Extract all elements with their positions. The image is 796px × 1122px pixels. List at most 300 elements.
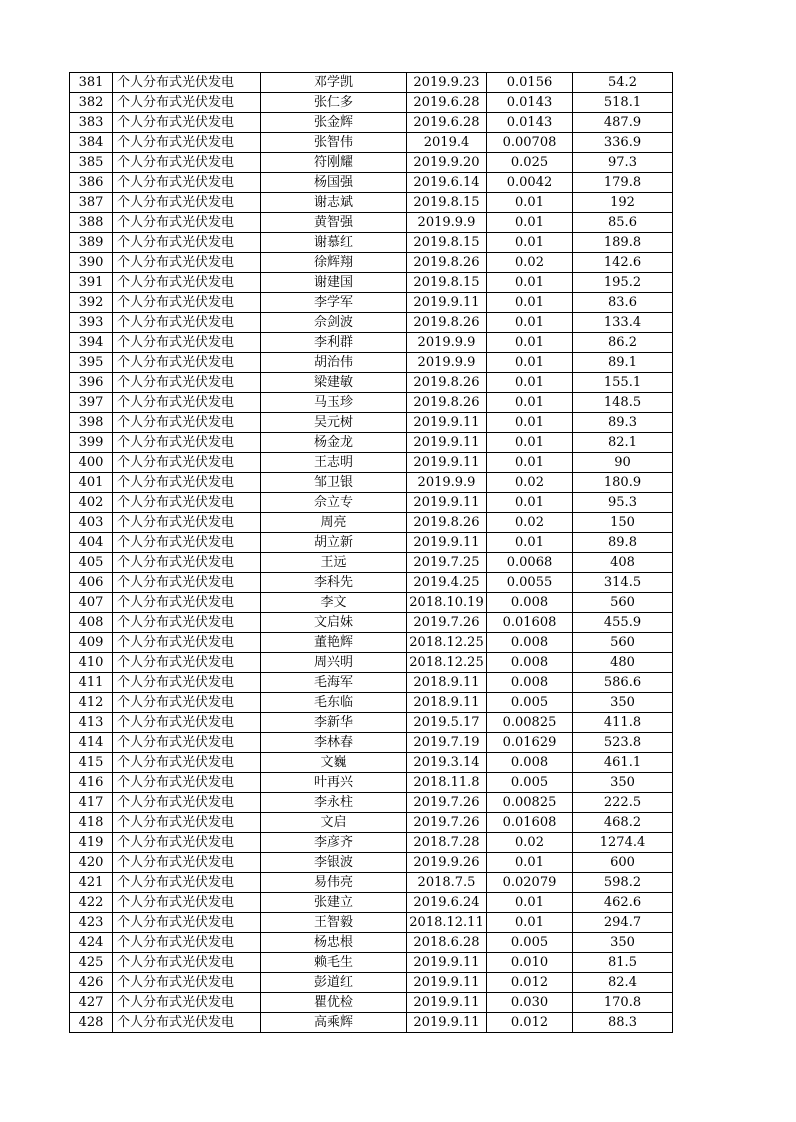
capacity-cell: 0.008 xyxy=(487,593,573,613)
owner-name-cell: 李永柱 xyxy=(261,793,407,813)
amount-cell: 294.7 xyxy=(573,913,673,933)
owner-name-cell: 王智毅 xyxy=(261,913,407,933)
row-number-cell: 413 xyxy=(70,713,113,733)
grid-date-cell: 2019.9.11 xyxy=(407,993,487,1013)
amount-cell: 518.1 xyxy=(573,93,673,113)
project-type-cell: 个人分布式光伏发电 xyxy=(113,1013,261,1033)
table-row xyxy=(70,673,673,693)
table-row xyxy=(70,293,673,313)
table-row xyxy=(70,353,673,373)
project-type-cell: 个人分布式光伏发电 xyxy=(113,453,261,473)
owner-name-cell: 谢慕红 xyxy=(261,233,407,253)
amount-cell: 170.8 xyxy=(573,993,673,1013)
capacity-cell: 0.02 xyxy=(487,513,573,533)
project-type-cell: 个人分布式光伏发电 xyxy=(113,233,261,253)
grid-date-cell: 2019.9.9 xyxy=(407,473,487,493)
owner-name-cell: 高乘辉 xyxy=(261,1013,407,1033)
owner-name-cell: 周兴明 xyxy=(261,653,407,673)
project-type-cell: 个人分布式光伏发电 xyxy=(113,153,261,173)
amount-cell: 461.1 xyxy=(573,753,673,773)
owner-name-cell: 王远 xyxy=(261,553,407,573)
table-row xyxy=(70,833,673,853)
capacity-cell: 0.008 xyxy=(487,753,573,773)
grid-date-cell: 2019.8.26 xyxy=(407,253,487,273)
grid-date-cell: 2019.4 xyxy=(407,133,487,153)
grid-date-cell: 2019.8.15 xyxy=(407,273,487,293)
amount-cell: 88.3 xyxy=(573,1013,673,1033)
owner-name-cell: 文巍 xyxy=(261,753,407,773)
data-table xyxy=(69,72,673,1033)
row-number-cell: 410 xyxy=(70,653,113,673)
project-type-cell: 个人分布式光伏发电 xyxy=(113,713,261,733)
grid-date-cell: 2019.8.26 xyxy=(407,373,487,393)
owner-name-cell: 李文 xyxy=(261,593,407,613)
table-row xyxy=(70,893,673,913)
amount-cell: 600 xyxy=(573,853,673,873)
capacity-cell: 0.0156 xyxy=(487,73,573,93)
row-number-cell: 391 xyxy=(70,273,113,293)
row-number-cell: 411 xyxy=(70,673,113,693)
project-type-cell: 个人分布式光伏发电 xyxy=(113,73,261,93)
grid-date-cell: 2019.9.11 xyxy=(407,1013,487,1033)
amount-cell: 468.2 xyxy=(573,813,673,833)
owner-name-cell: 胡立新 xyxy=(261,533,407,553)
table-row xyxy=(70,593,673,613)
row-number-cell: 409 xyxy=(70,633,113,653)
amount-cell: 89.8 xyxy=(573,533,673,553)
grid-date-cell: 2018.9.11 xyxy=(407,693,487,713)
capacity-cell: 0.00825 xyxy=(487,793,573,813)
row-number-cell: 405 xyxy=(70,553,113,573)
owner-name-cell: 王志明 xyxy=(261,453,407,473)
grid-date-cell: 2019.6.24 xyxy=(407,893,487,913)
project-type-cell: 个人分布式光伏发电 xyxy=(113,953,261,973)
grid-date-cell: 2018.11.8 xyxy=(407,773,487,793)
project-type-cell: 个人分布式光伏发电 xyxy=(113,393,261,413)
capacity-cell: 0.030 xyxy=(487,993,573,1013)
grid-date-cell: 2019.6.28 xyxy=(407,93,487,113)
grid-date-cell: 2019.8.26 xyxy=(407,513,487,533)
owner-name-cell: 佘剑波 xyxy=(261,313,407,333)
amount-cell: 148.5 xyxy=(573,393,673,413)
owner-name-cell: 张金辉 xyxy=(261,113,407,133)
table-row xyxy=(70,573,673,593)
row-number-cell: 387 xyxy=(70,193,113,213)
capacity-cell: 0.01 xyxy=(487,193,573,213)
grid-date-cell: 2019.8.15 xyxy=(407,193,487,213)
table-row xyxy=(70,233,673,253)
grid-date-cell: 2019.5.17 xyxy=(407,713,487,733)
owner-name-cell: 谢志斌 xyxy=(261,193,407,213)
row-number-cell: 394 xyxy=(70,333,113,353)
grid-date-cell: 2019.9.11 xyxy=(407,973,487,993)
project-type-cell: 个人分布式光伏发电 xyxy=(113,993,261,1013)
owner-name-cell: 梁建敏 xyxy=(261,373,407,393)
project-type-cell: 个人分布式光伏发电 xyxy=(113,333,261,353)
project-type-cell: 个人分布式光伏发电 xyxy=(113,773,261,793)
amount-cell: 179.8 xyxy=(573,173,673,193)
capacity-cell: 0.01 xyxy=(487,433,573,453)
grid-date-cell: 2018.10.19 xyxy=(407,593,487,613)
row-number-cell: 423 xyxy=(70,913,113,933)
row-number-cell: 407 xyxy=(70,593,113,613)
capacity-cell: 0.01 xyxy=(487,273,573,293)
row-number-cell: 404 xyxy=(70,533,113,553)
owner-name-cell: 瞿优检 xyxy=(261,993,407,1013)
amount-cell: 408 xyxy=(573,553,673,573)
grid-date-cell: 2019.9.11 xyxy=(407,293,487,313)
capacity-cell: 0.01 xyxy=(487,213,573,233)
capacity-cell: 0.0055 xyxy=(487,573,573,593)
row-number-cell: 408 xyxy=(70,613,113,633)
table-row xyxy=(70,333,673,353)
grid-date-cell: 2019.9.11 xyxy=(407,433,487,453)
owner-name-cell: 符刚耀 xyxy=(261,153,407,173)
table-row xyxy=(70,373,673,393)
capacity-cell: 0.01 xyxy=(487,293,573,313)
capacity-cell: 0.02 xyxy=(487,473,573,493)
amount-cell: 54.2 xyxy=(573,73,673,93)
project-type-cell: 个人分布式光伏发电 xyxy=(113,133,261,153)
table-row xyxy=(70,313,673,333)
grid-date-cell: 2018.12.25 xyxy=(407,633,487,653)
table-row xyxy=(70,393,673,413)
table-row xyxy=(70,413,673,433)
table-body xyxy=(70,73,673,1033)
project-type-cell: 个人分布式光伏发电 xyxy=(113,613,261,633)
capacity-cell: 0.0068 xyxy=(487,553,573,573)
table-row xyxy=(70,913,673,933)
project-type-cell: 个人分布式光伏发电 xyxy=(113,833,261,853)
grid-date-cell: 2018.12.11 xyxy=(407,913,487,933)
amount-cell: 180.9 xyxy=(573,473,673,493)
amount-cell: 560 xyxy=(573,633,673,653)
grid-date-cell: 2019.7.26 xyxy=(407,813,487,833)
grid-date-cell: 2019.9.20 xyxy=(407,153,487,173)
project-type-cell: 个人分布式光伏发电 xyxy=(113,913,261,933)
project-type-cell: 个人分布式光伏发电 xyxy=(113,593,261,613)
table-row xyxy=(70,73,673,93)
project-type-cell: 个人分布式光伏发电 xyxy=(113,253,261,273)
owner-name-cell: 李彦齐 xyxy=(261,833,407,853)
capacity-cell: 0.01 xyxy=(487,373,573,393)
grid-date-cell: 2019.7.26 xyxy=(407,793,487,813)
capacity-cell: 0.025 xyxy=(487,153,573,173)
grid-date-cell: 2019.9.23 xyxy=(407,73,487,93)
project-type-cell: 个人分布式光伏发电 xyxy=(113,573,261,593)
row-number-cell: 400 xyxy=(70,453,113,473)
table-row xyxy=(70,433,673,453)
capacity-cell: 0.01 xyxy=(487,853,573,873)
owner-name-cell: 叶再兴 xyxy=(261,773,407,793)
amount-cell: 350 xyxy=(573,933,673,953)
grid-date-cell: 2019.9.9 xyxy=(407,333,487,353)
table-row xyxy=(70,153,673,173)
row-number-cell: 420 xyxy=(70,853,113,873)
grid-date-cell: 2019.9.11 xyxy=(407,953,487,973)
project-type-cell: 个人分布式光伏发电 xyxy=(113,293,261,313)
grid-date-cell: 2019.4.25 xyxy=(407,573,487,593)
owner-name-cell: 杨金龙 xyxy=(261,433,407,453)
amount-cell: 350 xyxy=(573,773,673,793)
capacity-cell: 0.01 xyxy=(487,493,573,513)
row-number-cell: 384 xyxy=(70,133,113,153)
row-number-cell: 402 xyxy=(70,493,113,513)
project-type-cell: 个人分布式光伏发电 xyxy=(113,273,261,293)
project-type-cell: 个人分布式光伏发电 xyxy=(113,533,261,553)
grid-date-cell: 2018.9.11 xyxy=(407,673,487,693)
grid-date-cell: 2019.8.26 xyxy=(407,393,487,413)
row-number-cell: 385 xyxy=(70,153,113,173)
owner-name-cell: 文启 xyxy=(261,813,407,833)
capacity-cell: 0.012 xyxy=(487,1013,573,1033)
amount-cell: 598.2 xyxy=(573,873,673,893)
capacity-cell: 0.012 xyxy=(487,973,573,993)
row-number-cell: 425 xyxy=(70,953,113,973)
table-row xyxy=(70,113,673,133)
capacity-cell: 0.01 xyxy=(487,453,573,473)
capacity-cell: 0.008 xyxy=(487,673,573,693)
table-row xyxy=(70,213,673,233)
row-number-cell: 422 xyxy=(70,893,113,913)
table-row xyxy=(70,193,673,213)
project-type-cell: 个人分布式光伏发电 xyxy=(113,793,261,813)
project-type-cell: 个人分布式光伏发电 xyxy=(113,353,261,373)
row-number-cell: 401 xyxy=(70,473,113,493)
project-type-cell: 个人分布式光伏发电 xyxy=(113,813,261,833)
capacity-cell: 0.01629 xyxy=(487,733,573,753)
owner-name-cell: 邓学凯 xyxy=(261,73,407,93)
table-row xyxy=(70,613,673,633)
table-row xyxy=(70,253,673,273)
capacity-cell: 0.008 xyxy=(487,633,573,653)
row-number-cell: 396 xyxy=(70,373,113,393)
grid-date-cell: 2019.7.19 xyxy=(407,733,487,753)
capacity-cell: 0.00825 xyxy=(487,713,573,733)
row-number-cell: 415 xyxy=(70,753,113,773)
capacity-cell: 0.008 xyxy=(487,653,573,673)
table-row xyxy=(70,93,673,113)
capacity-cell: 0.00708 xyxy=(487,133,573,153)
amount-cell: 1274.4 xyxy=(573,833,673,853)
capacity-cell: 0.01 xyxy=(487,353,573,373)
row-number-cell: 389 xyxy=(70,233,113,253)
project-type-cell: 个人分布式光伏发电 xyxy=(113,893,261,913)
row-number-cell: 427 xyxy=(70,993,113,1013)
owner-name-cell: 李新华 xyxy=(261,713,407,733)
project-type-cell: 个人分布式光伏发电 xyxy=(113,973,261,993)
table-row xyxy=(70,693,673,713)
owner-name-cell: 杨忠根 xyxy=(261,933,407,953)
owner-name-cell: 李林春 xyxy=(261,733,407,753)
row-number-cell: 417 xyxy=(70,793,113,813)
capacity-cell: 0.005 xyxy=(487,933,573,953)
capacity-cell: 0.01 xyxy=(487,233,573,253)
project-type-cell: 个人分布式光伏发电 xyxy=(113,853,261,873)
project-type-cell: 个人分布式光伏发电 xyxy=(113,493,261,513)
capacity-cell: 0.01 xyxy=(487,413,573,433)
project-type-cell: 个人分布式光伏发电 xyxy=(113,213,261,233)
row-number-cell: 416 xyxy=(70,773,113,793)
row-number-cell: 424 xyxy=(70,933,113,953)
amount-cell: 89.1 xyxy=(573,353,673,373)
project-type-cell: 个人分布式光伏发电 xyxy=(113,433,261,453)
table-row xyxy=(70,713,673,733)
project-type-cell: 个人分布式光伏发电 xyxy=(113,513,261,533)
amount-cell: 195.2 xyxy=(573,273,673,293)
table-row xyxy=(70,473,673,493)
table-row xyxy=(70,273,673,293)
project-type-cell: 个人分布式光伏发电 xyxy=(113,933,261,953)
owner-name-cell: 文启妹 xyxy=(261,613,407,633)
owner-name-cell: 李科先 xyxy=(261,573,407,593)
row-number-cell: 414 xyxy=(70,733,113,753)
capacity-cell: 0.02 xyxy=(487,253,573,273)
owner-name-cell: 杨国强 xyxy=(261,173,407,193)
grid-date-cell: 2019.6.14 xyxy=(407,173,487,193)
amount-cell: 314.5 xyxy=(573,573,673,593)
row-number-cell: 412 xyxy=(70,693,113,713)
amount-cell: 189.8 xyxy=(573,233,673,253)
amount-cell: 82.1 xyxy=(573,433,673,453)
capacity-cell: 0.0143 xyxy=(487,93,573,113)
amount-cell: 83.6 xyxy=(573,293,673,313)
project-type-cell: 个人分布式光伏发电 xyxy=(113,473,261,493)
amount-cell: 480 xyxy=(573,653,673,673)
capacity-cell: 0.01 xyxy=(487,913,573,933)
grid-date-cell: 2019.7.26 xyxy=(407,613,487,633)
project-type-cell: 个人分布式光伏发电 xyxy=(113,673,261,693)
owner-name-cell: 李学军 xyxy=(261,293,407,313)
owner-name-cell: 董艳辉 xyxy=(261,633,407,653)
table-row xyxy=(70,1013,673,1033)
owner-name-cell: 张建立 xyxy=(261,893,407,913)
table-row xyxy=(70,773,673,793)
row-number-cell: 383 xyxy=(70,113,113,133)
owner-name-cell: 李利群 xyxy=(261,333,407,353)
amount-cell: 150 xyxy=(573,513,673,533)
row-number-cell: 419 xyxy=(70,833,113,853)
owner-name-cell: 周亮 xyxy=(261,513,407,533)
owner-name-cell: 马玉珍 xyxy=(261,393,407,413)
amount-cell: 462.6 xyxy=(573,893,673,913)
owner-name-cell: 张仁多 xyxy=(261,93,407,113)
grid-date-cell: 2019.9.26 xyxy=(407,853,487,873)
row-number-cell: 382 xyxy=(70,93,113,113)
row-number-cell: 395 xyxy=(70,353,113,373)
owner-name-cell: 徐辉翔 xyxy=(261,253,407,273)
grid-date-cell: 2019.9.11 xyxy=(407,493,487,513)
amount-cell: 81.5 xyxy=(573,953,673,973)
row-number-cell: 428 xyxy=(70,1013,113,1033)
owner-name-cell: 彭道红 xyxy=(261,973,407,993)
amount-cell: 350 xyxy=(573,693,673,713)
owner-name-cell: 谢建国 xyxy=(261,273,407,293)
owner-name-cell: 赖毛生 xyxy=(261,953,407,973)
amount-cell: 523.8 xyxy=(573,733,673,753)
project-type-cell: 个人分布式光伏发电 xyxy=(113,193,261,213)
table-row xyxy=(70,993,673,1013)
amount-cell: 89.3 xyxy=(573,413,673,433)
owner-name-cell: 邹卫银 xyxy=(261,473,407,493)
amount-cell: 455.9 xyxy=(573,613,673,633)
amount-cell: 586.6 xyxy=(573,673,673,693)
row-number-cell: 386 xyxy=(70,173,113,193)
project-type-cell: 个人分布式光伏发电 xyxy=(113,93,261,113)
project-type-cell: 个人分布式光伏发电 xyxy=(113,693,261,713)
amount-cell: 222.5 xyxy=(573,793,673,813)
capacity-cell: 0.01608 xyxy=(487,613,573,633)
owner-name-cell: 胡治伟 xyxy=(261,353,407,373)
row-number-cell: 381 xyxy=(70,73,113,93)
grid-date-cell: 2018.7.28 xyxy=(407,833,487,853)
owner-name-cell: 佘立专 xyxy=(261,493,407,513)
row-number-cell: 388 xyxy=(70,213,113,233)
owner-name-cell: 黄智强 xyxy=(261,213,407,233)
row-number-cell: 418 xyxy=(70,813,113,833)
row-number-cell: 392 xyxy=(70,293,113,313)
table-row xyxy=(70,953,673,973)
project-type-cell: 个人分布式光伏发电 xyxy=(113,173,261,193)
grid-date-cell: 2019.9.9 xyxy=(407,213,487,233)
grid-date-cell: 2018.6.28 xyxy=(407,933,487,953)
table-row xyxy=(70,733,673,753)
project-type-cell: 个人分布式光伏发电 xyxy=(113,313,261,333)
table-row xyxy=(70,933,673,953)
project-type-cell: 个人分布式光伏发电 xyxy=(113,413,261,433)
table-row xyxy=(70,173,673,193)
table-row xyxy=(70,753,673,773)
table-row xyxy=(70,793,673,813)
amount-cell: 85.6 xyxy=(573,213,673,233)
table-row xyxy=(70,513,673,533)
amount-cell: 155.1 xyxy=(573,373,673,393)
row-number-cell: 403 xyxy=(70,513,113,533)
table-row xyxy=(70,533,673,553)
grid-date-cell: 2019.7.25 xyxy=(407,553,487,573)
project-type-cell: 个人分布式光伏发电 xyxy=(113,633,261,653)
row-number-cell: 398 xyxy=(70,413,113,433)
amount-cell: 336.9 xyxy=(573,133,673,153)
grid-date-cell: 2019.9.11 xyxy=(407,533,487,553)
capacity-cell: 0.01 xyxy=(487,333,573,353)
project-type-cell: 个人分布式光伏发电 xyxy=(113,753,261,773)
row-number-cell: 397 xyxy=(70,393,113,413)
table-row xyxy=(70,633,673,653)
amount-cell: 95.3 xyxy=(573,493,673,513)
amount-cell: 82.4 xyxy=(573,973,673,993)
owner-name-cell: 张智伟 xyxy=(261,133,407,153)
row-number-cell: 426 xyxy=(70,973,113,993)
table-row xyxy=(70,453,673,473)
table-row xyxy=(70,813,673,833)
capacity-cell: 0.005 xyxy=(487,773,573,793)
table-row xyxy=(70,853,673,873)
capacity-cell: 0.02 xyxy=(487,833,573,853)
amount-cell: 142.6 xyxy=(573,253,673,273)
table-row xyxy=(70,973,673,993)
grid-date-cell: 2019.9.11 xyxy=(407,453,487,473)
amount-cell: 487.9 xyxy=(573,113,673,133)
capacity-cell: 0.010 xyxy=(487,953,573,973)
table-row xyxy=(70,553,673,573)
project-type-cell: 个人分布式光伏发电 xyxy=(113,373,261,393)
owner-name-cell: 李银波 xyxy=(261,853,407,873)
grid-date-cell: 2019.3.14 xyxy=(407,753,487,773)
amount-cell: 192 xyxy=(573,193,673,213)
row-number-cell: 421 xyxy=(70,873,113,893)
capacity-cell: 0.005 xyxy=(487,693,573,713)
